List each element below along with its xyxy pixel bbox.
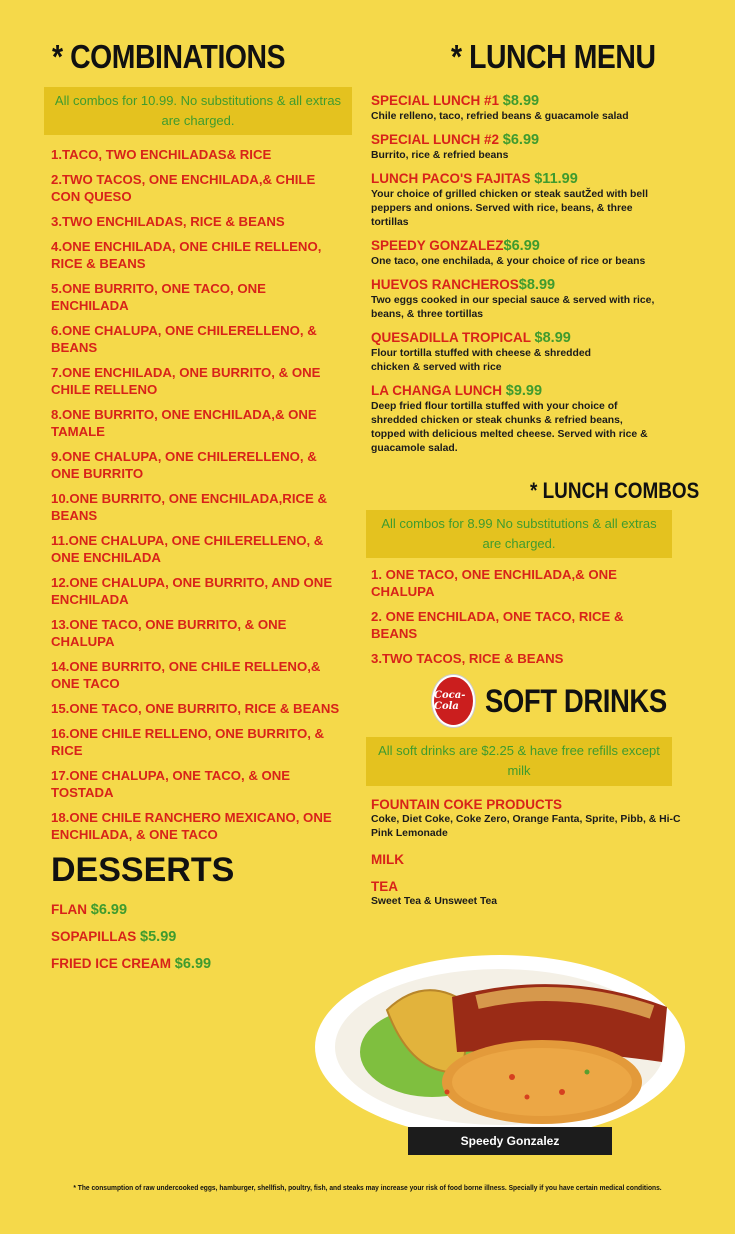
combo-item: 15.ONE TACO, ONE BURRITO, RICE & BEANS (51, 701, 340, 717)
combo-item: 13.ONE TACO, ONE BURRITO, & ONE CHALUPA (51, 617, 287, 650)
desserts-list (51, 901, 354, 973)
lunch-item-price: $9.99 (505, 383, 543, 399)
combo-item: 11.ONE CHALUPA, ONE CHILERELLENO, & ONE ENCHILADA (51, 533, 324, 566)
dessert-price: $5.99 (140, 929, 177, 946)
drink-desc: Sweet Tea & Unsweet Tea (371, 895, 498, 907)
lunch-combos-notice (366, 510, 672, 558)
lunch-item-price: $6.99 (503, 238, 540, 254)
plate-illustration (312, 952, 687, 1142)
lunch-column (366, 38, 700, 916)
combo-item: 8.ONE BURRITO, ONE ENCHILADA,& ONE TAMALE (51, 407, 317, 440)
lunch-combos-notice-text: All combos for 8.99 No substitutions & all extras are charged. (381, 516, 657, 552)
drink-item (371, 796, 691, 841)
coca-cola-logo: Coca-Cola (432, 675, 475, 727)
combo-item: 12.ONE CHALUPA, ONE BURRITO, AND ONE ENCHILADA (51, 575, 333, 608)
lunch-item-price: $6.99 (502, 132, 540, 148)
lunch-item-price: $8.99 (518, 277, 556, 293)
lunch-item-name: SPECIAL LUNCH #2 (371, 132, 500, 147)
combinations-list (51, 146, 346, 843)
lunch-item-name: SPECIAL LUNCH #1 (371, 93, 500, 108)
dessert-name: FLAN (51, 902, 87, 918)
combo-item: 5.ONE BURRITO, ONE TACO, ONE ENCHILADA (51, 281, 266, 314)
lunch-item-desc: One taco, one enchilada, & your choice of rice or beans (371, 256, 646, 267)
photo-caption: Speedy Gonzalez (418, 1127, 602, 1155)
lunch-item-desc: Flour tortilla stuffed with cheese & shredded chicken & served with rice (371, 348, 591, 373)
dessert-name: SOPAPILLAS (51, 929, 137, 945)
lunch-item (371, 276, 671, 322)
drink-item (371, 878, 691, 909)
lunch-combo-item: 1. ONE TACO, ONE ENCHILADA,& ONE CHALUPA (371, 567, 617, 600)
lunch-item-name: QUESADILLA TROPICAL (371, 330, 531, 345)
dessert-item (51, 955, 354, 973)
combo-item: 4.ONE ENCHILADA, ONE CHILE RELLENO, RICE & BEANS (51, 239, 322, 272)
lunch-combos-list (371, 566, 656, 667)
desserts-title: DESSERTS (51, 851, 235, 890)
lunch-item (371, 170, 671, 230)
combo-item: 18.ONE CHILE RANCHERO MEXICANO, ONE ENCHILADA, & ONE TACO (51, 810, 332, 843)
lunch-item-desc: Your choice of grilled chicken or steak sautŽed with bell peppers and onions. Served with rice, beans, & three tortillas (371, 189, 648, 228)
lunch-item-desc: Two eggs cooked in our special sauce & served with rice, beans, & three tortillas (371, 295, 655, 320)
drink-item (371, 851, 691, 868)
drink-name: FOUNTAIN COKE PRODUCTS (371, 796, 562, 812)
combinations-column (44, 40, 354, 982)
food-safety-footnote: * The consumption of raw undercooked eggs, hamburger, shellfish, poultry, fish, and steaks may increase your risk of food borne illness. Specially if you have certain medical conditions. (73, 1183, 662, 1192)
lunch-item-name: SPEEDY GONZALEZ (371, 238, 504, 253)
lunch-item (371, 92, 671, 124)
lunch-item (371, 382, 671, 456)
combo-item: 16.ONE CHILE RELLENO, ONE BURRITO, & RICE (51, 726, 325, 759)
combo-item: 3.TWO ENCHILADAS, RICE & BEANS (51, 214, 285, 230)
lunch-item-name: LA CHANGA LUNCH (371, 383, 502, 398)
lunch-menu-list (371, 92, 671, 456)
soft-drinks-notice (366, 737, 672, 785)
lunch-item-desc: Chile relleno, taco, refried beans & guacamole salad (371, 111, 629, 122)
lunch-item-price: $11.99 (534, 171, 578, 187)
lunch-combos-title: * LUNCH COMBOS (530, 478, 700, 503)
dessert-price: $6.99 (174, 956, 212, 973)
food-photo (312, 952, 687, 1142)
lunch-menu-title: * LUNCH MENU (451, 38, 656, 75)
combo-item: 7.ONE ENCHILADA, ONE BURRITO, & ONE CHILE RELLENO (51, 365, 321, 398)
combo-item: 6.ONE CHALUPA, ONE CHILERELLENO, & BEANS (51, 323, 317, 356)
lunch-combo-item: 3.TWO TACOS, RICE & BEANS (371, 651, 564, 667)
combo-item: 10.ONE BURRITO, ONE ENCHILADA,RICE & BEANS (51, 491, 327, 524)
soft-drinks-list (371, 796, 691, 909)
lunch-item-desc: Burrito, rice & refried beans (371, 150, 509, 161)
drink-name: TEA (371, 878, 398, 894)
dessert-price: $6.99 (90, 902, 128, 919)
lunch-item (371, 329, 671, 375)
combinations-notice-text: All combos for 10.99. No substitutions & all extras are charged. (54, 93, 342, 129)
combinations-title: * COMBINATIONS (52, 38, 286, 75)
lunch-item-desc: Deep fried flour tortilla stuffed with your choice of shredded chicken or steak chunks & refried beans, topped with delicious melted cheese. Served with rice & guacamole salad. (371, 401, 648, 454)
drink-desc: Coke, Diet Coke, Coke Zero, Orange Fanta, Sprite, Pibb, & Hi-C Pink Lemonade (371, 813, 681, 839)
lunch-item (371, 237, 671, 269)
combo-item: 17.ONE CHALUPA, ONE TACO, & ONE TOSTADA (51, 768, 291, 801)
soft-drinks-notice-text: All soft drinks are $2.25 & have free refills except milk (378, 743, 660, 779)
combinations-notice (44, 87, 352, 135)
lunch-combo-item: 2. ONE ENCHILADA, ONE TACO, RICE & BEANS (371, 609, 624, 642)
lunch-item-price: $8.99 (534, 330, 571, 346)
soft-drinks-header (432, 675, 696, 727)
drink-name: MILK (371, 851, 404, 867)
combo-item: 1.TACO, TWO ENCHILADAS& RICE (51, 147, 272, 163)
dessert-item (51, 928, 354, 946)
combo-item: 9.ONE CHALUPA, ONE CHILERELLENO, & ONE BURRITO (51, 449, 317, 482)
combo-item: 14.ONE BURRITO, ONE CHILE RELLENO,& ONE TACO (51, 659, 321, 692)
dessert-name: FRIED ICE CREAM (51, 956, 172, 972)
dessert-item (51, 901, 354, 919)
soft-drinks-title: SOFT DRINKS (484, 683, 667, 720)
lunch-item-price: $8.99 (502, 93, 540, 109)
combo-item: 2.TWO TACOS, ONE ENCHILADA,& CHILE CON QUESO (51, 172, 316, 205)
lunch-item-name: HUEVOS RANCHEROS (371, 277, 519, 292)
lunch-item-name: LUNCH PACO'S FAJITAS (371, 171, 531, 186)
lunch-item (371, 131, 671, 163)
